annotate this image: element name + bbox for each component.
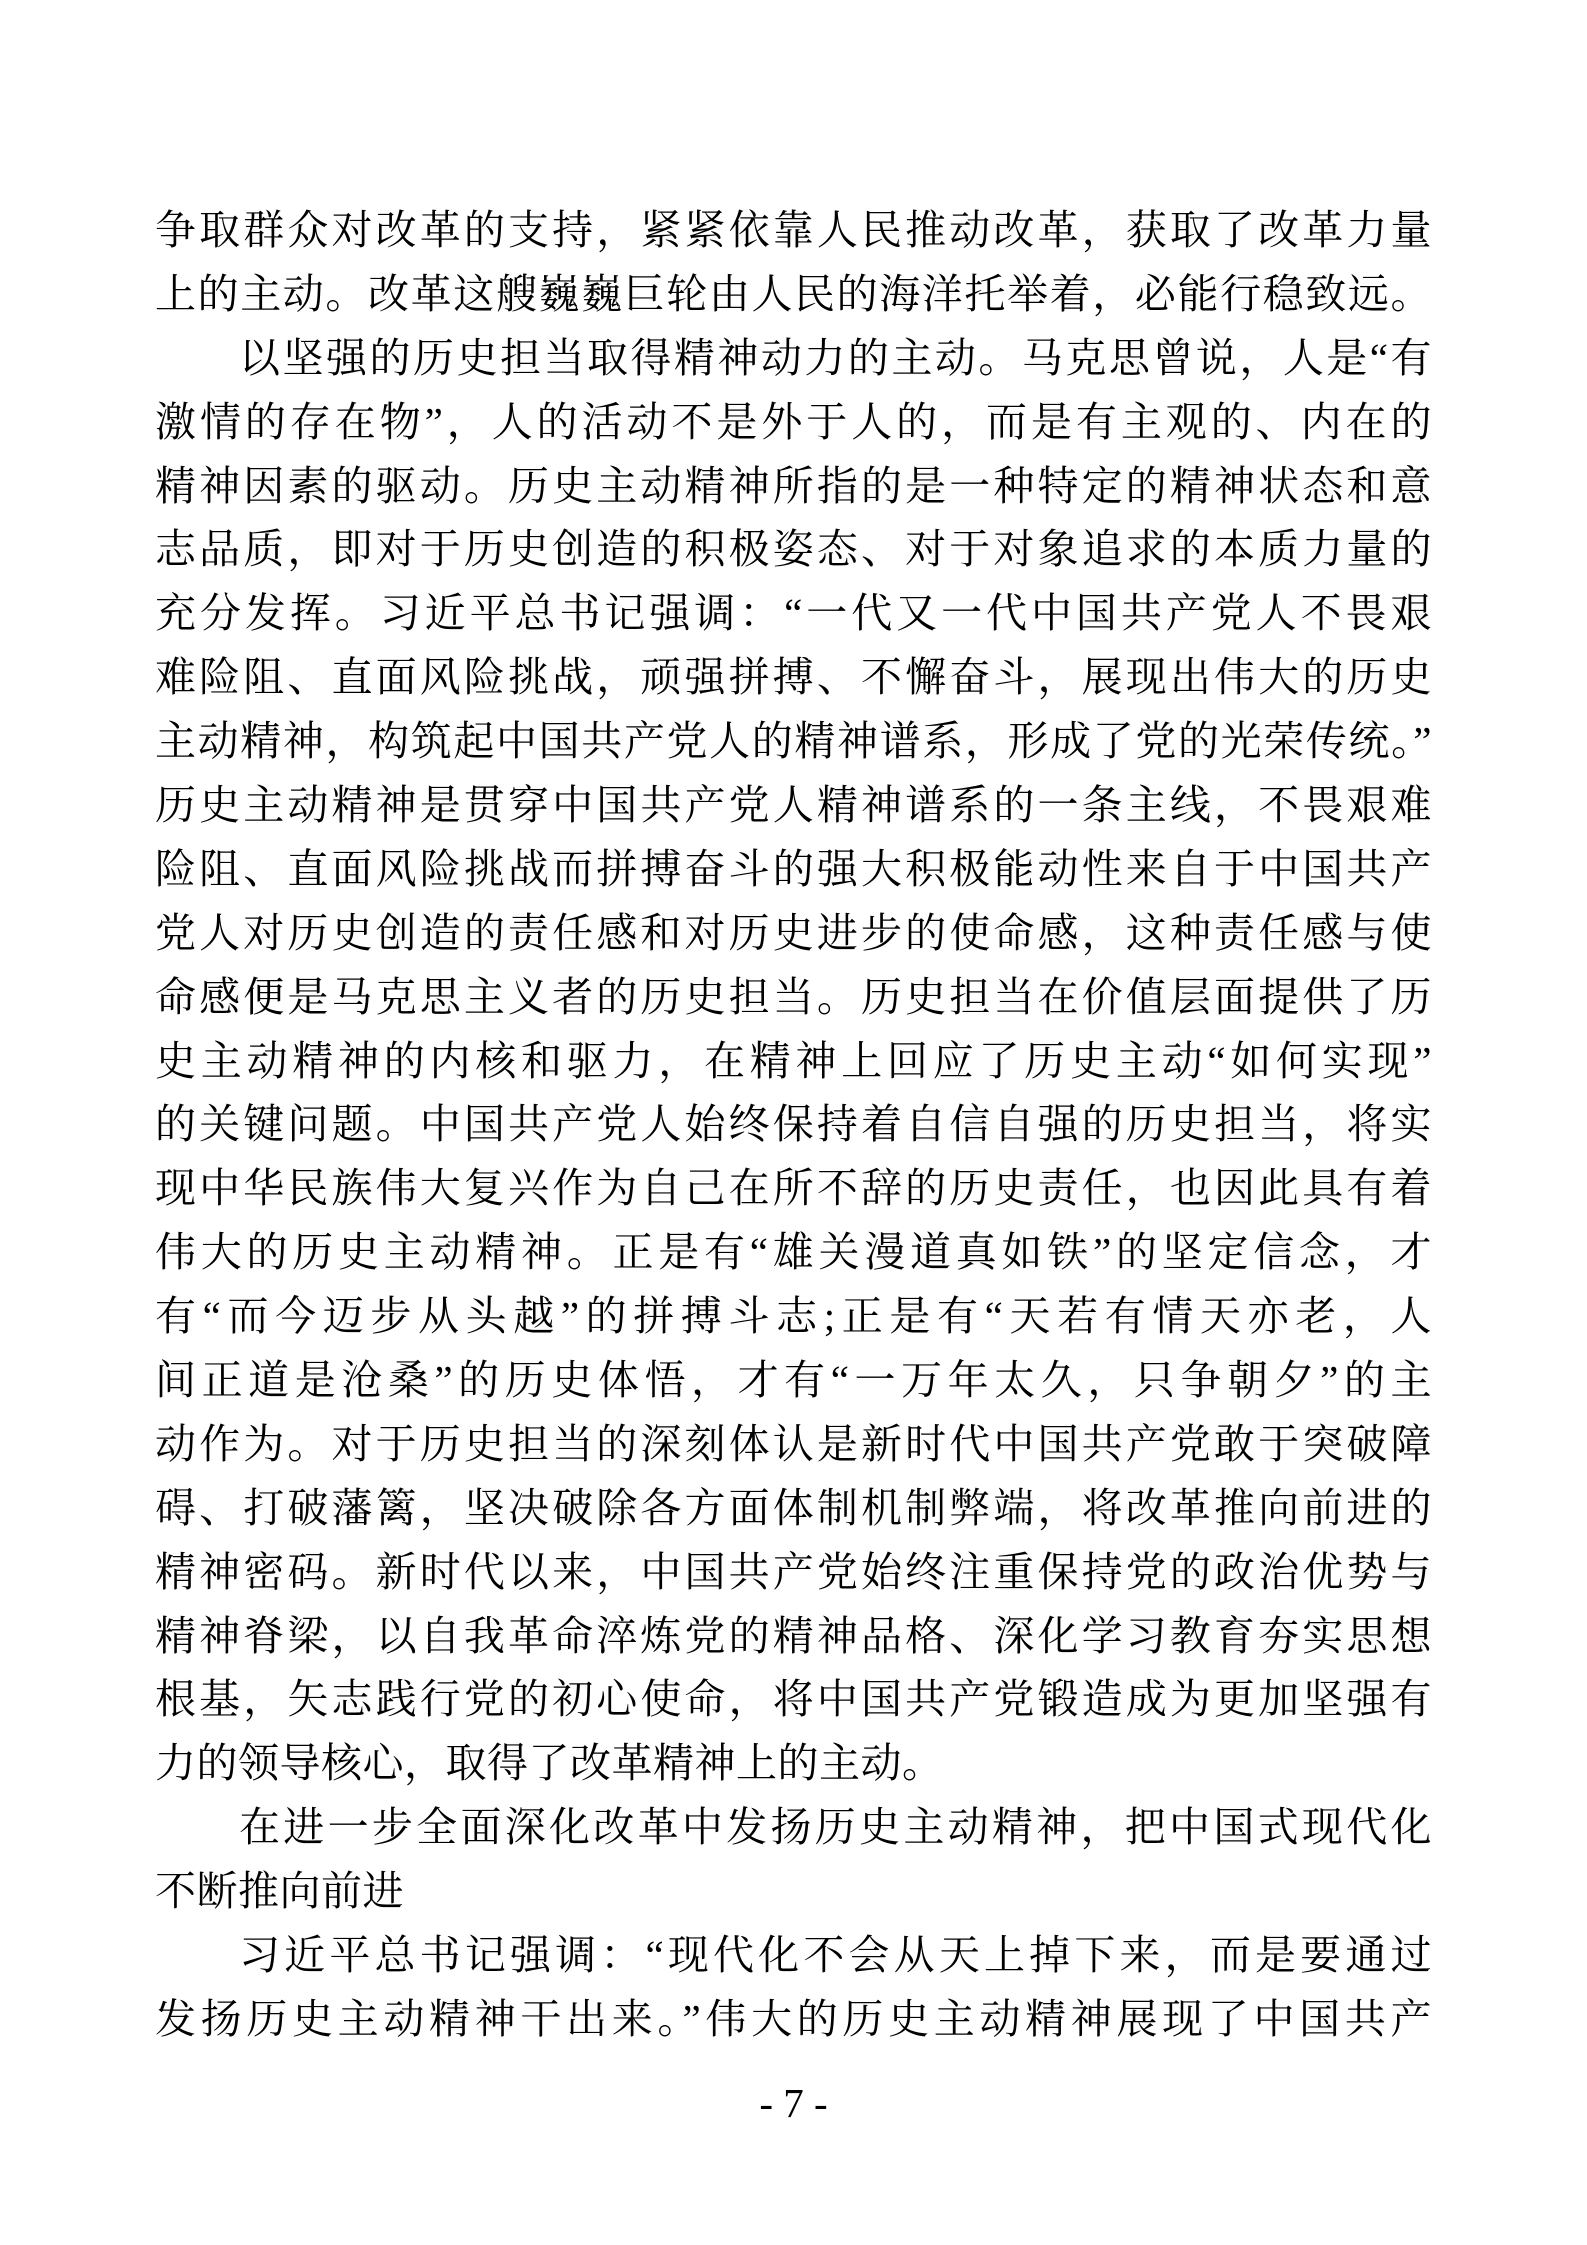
text-line: 精神脊梁，以自我革命淬炼党的精神品格、深化学习教育夯实思想 [155,1612,1432,1659]
text-line: 党人对历史创造的责任感和对历史进步的使命感，这种责任感与使 [155,909,1432,956]
page-number: - 7 - [759,2080,828,2126]
text-line: 间正道是沧桑”的历史体悟，才有“一万年太久，只争朝夕”的主 [155,1357,1432,1404]
text-line: 精神密码。新时代以来，中国共产党始终注重保持党的政治优势与 [155,1548,1432,1595]
text-line: 险阻、直面风险挑战而拼搏奋斗的强大积极能动性来自于中国共产 [155,845,1432,892]
text-line: 精神因素的驱动。历史主动精神所指的是一种特定的精神状态和意 [155,462,1432,509]
text-line: 志品质，即对于历史创造的积极姿态、对于对象追求的本质力量的 [155,526,1432,573]
text-line: 不断推向前进 [155,1868,404,1915]
text-line: 命感便是马克思主义者的历史担当。历史担当在价值层面提供了历 [155,973,1432,1020]
text-line: 有“而今迈步从头越”的拼搏斗志;正是有“天若有情天亦老，人 [155,1293,1432,1340]
text-line: 难险阻、直面风险挑战，顽强拼搏、不懈奋斗，展现出伟大的历史 [155,654,1432,701]
text-line: 激情的存在物”，人的活动不是外于人的，而是有主观的、内在的 [155,398,1432,445]
text-line: 争取群众对改革的支持，紧紧依靠人民推动改革，获取了改革力量 [155,207,1432,253]
text-line: 的关键问题。中国共产党人始终保持着自信自强的历史担当，将实 [155,1101,1432,1148]
text-line: 根基，矢志践行党的初心使命，将中国共产党锻造成为更加坚强有 [155,1676,1432,1723]
text-line: 上的主动。改革这艘巍巍巨轮由人民的海洋托举着，必能行稳致远。 [155,270,1432,317]
text-line: 发扬历史主动精神干出来。”伟大的历史主动精神展现了中国共产 [155,1995,1432,2042]
text-line: 历史主动精神是贯穿中国共产党人精神谱系的一条主线，不畏艰难 [155,782,1432,829]
page-body-text [155,199,1432,2052]
text-line: 现中华民族伟大复兴作为自己在所不辞的历史责任，也因此具有着 [155,1165,1432,1212]
text-line: 动作为。对于历史担当的深刻体认是新时代中国共产党敢于突破障 [155,1420,1432,1467]
text-line: 伟大的历史主动精神。正是有“雄关漫道真如铁”的坚定信念，才 [155,1229,1432,1276]
text-line: 主动精神，构筑起中国共产党人的精神谱系，形成了党的光荣传统。” [155,718,1432,765]
text-line: 力的领导核心，取得了改革精神上的主动。 [155,1740,944,1787]
text-line: 碍、打破藩篱，坚决破除各方面体制机制弊端，将改革推向前进的 [155,1484,1432,1531]
text-line: 习近平总书记强调：“现代化不会从天上掉下来，而是要通过 [239,1932,1432,1979]
text-line: 以坚强的历史担当取得精神动力的主动。马克思曾说，人是“有 [239,334,1432,381]
text-line: 史主动精神的内核和驱力，在精神上回应了历史主动“如何实现” [155,1037,1432,1084]
text-line: 充分发挥。习近平总书记强调：“一代又一代中国共产党人不畏艰 [155,590,1432,637]
text-line: 在进一步全面深化改革中发扬历史主动精神，把中国式现代化 [239,1804,1432,1851]
